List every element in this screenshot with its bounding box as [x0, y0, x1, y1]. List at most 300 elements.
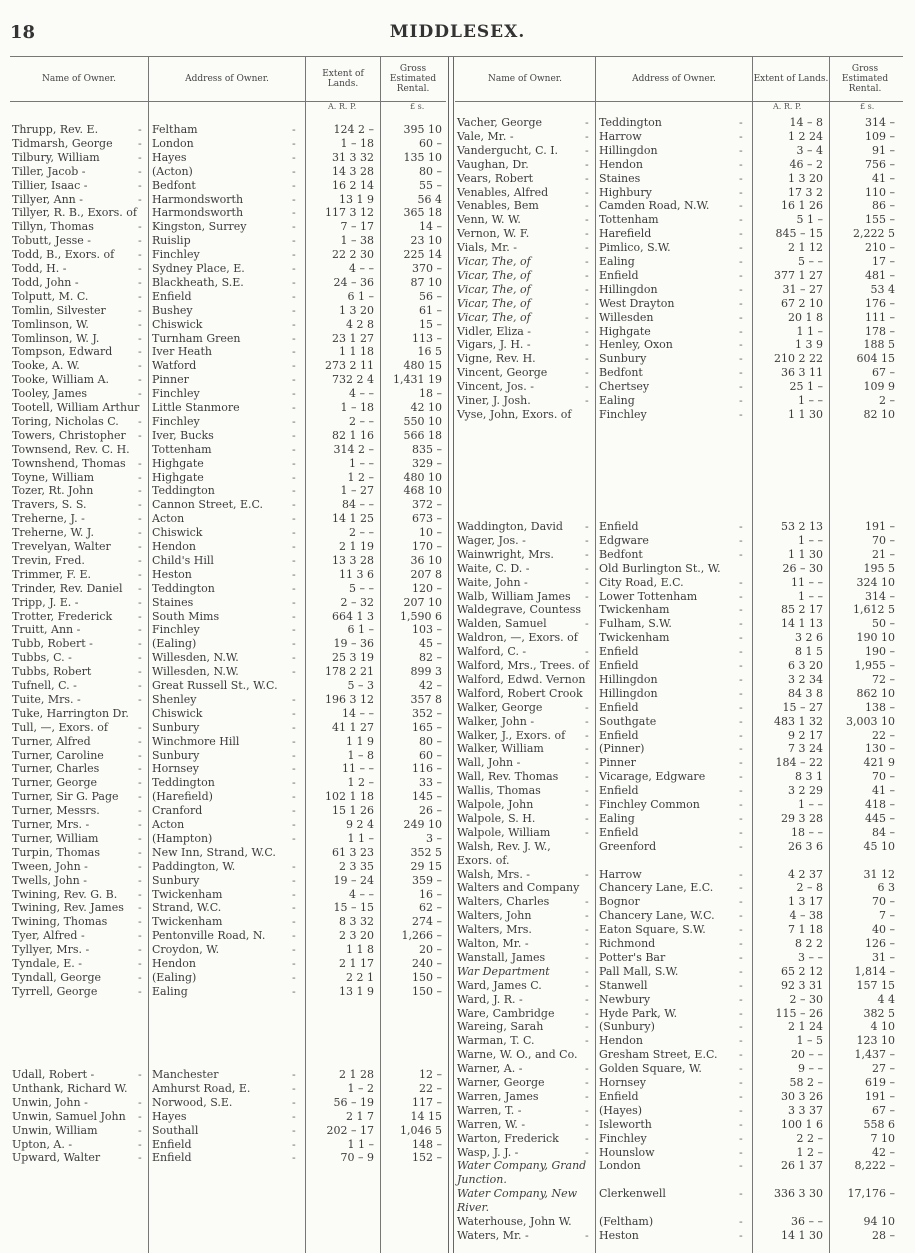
rental-value: 70 – [872, 895, 895, 909]
dash: - [292, 331, 296, 345]
dash: - [138, 623, 142, 637]
dash: - [138, 845, 142, 859]
dash: - [585, 352, 589, 366]
extent-value: 58 2 – [789, 1076, 823, 1089]
owner-name: Warne, W. O., and Co. [457, 1048, 578, 1062]
owner-address: Sydney Place, E. [152, 262, 245, 275]
owner-name: Walpole, John [457, 798, 534, 811]
dash: - [138, 567, 142, 581]
owner-name: Walpole, S. H. [457, 811, 536, 825]
extent-value: 1 2 24 [788, 129, 823, 143]
table-row [455, 701, 903, 715]
dash: - [585, 143, 589, 157]
extent-value: 19 – 36 [333, 637, 374, 651]
extent-value: 25 1 – [789, 380, 823, 394]
rental-value: 1,590 6 [400, 609, 442, 623]
extent-value: 11 – – [342, 762, 374, 776]
dash: - [292, 484, 296, 498]
owner-name: Tomlinson, W. [12, 317, 89, 331]
dash: - [292, 442, 296, 456]
owner-address: Turnham Green [152, 331, 241, 345]
dash: - [585, 784, 589, 798]
rental-value: 10 – [419, 526, 442, 540]
dash: - [138, 581, 142, 595]
table-row [455, 756, 903, 770]
dash: - [292, 164, 296, 178]
extent-value: 1 1 30 [788, 407, 823, 421]
owner-address: Enfield [599, 659, 639, 672]
dash: - [585, 909, 589, 923]
left-table [10, 57, 446, 1165]
owner-name: Junction. [457, 1173, 507, 1187]
rental-value: 27 – [872, 1062, 895, 1076]
table-row [10, 512, 446, 526]
table-row [10, 457, 446, 471]
dash: - [739, 352, 743, 366]
dash: - [138, 609, 142, 623]
dash: - [739, 672, 743, 686]
owner-address: Potter's Bar [599, 950, 666, 964]
owner-address: Henley, Oxon [599, 338, 673, 352]
rental-value: 619 – [865, 1076, 895, 1089]
rental-value: 23 10 [410, 234, 442, 248]
dash: - [138, 720, 142, 734]
owner-name: Trinder, Rev. Daniel [12, 581, 123, 595]
extent-value: 18 – – [791, 825, 823, 839]
dash: - [292, 373, 296, 387]
owner-name: Turpin, Thomas [12, 845, 100, 859]
dash: - [292, 248, 296, 262]
rental-value: 445 – [865, 811, 895, 825]
owner-address: Enfield [599, 784, 639, 798]
table-row [455, 798, 903, 812]
extent-value: 4 – 38 [789, 909, 823, 923]
owner-name: Waite, C. D. - [457, 561, 530, 575]
table-row [455, 826, 903, 840]
extent-value: 5 – – [798, 255, 823, 268]
extent-value: 26 1 37 [781, 1159, 823, 1173]
owner-name: Tyrrell, George [12, 984, 98, 998]
rental-value: 135 10 [403, 150, 442, 164]
extent-value: 84 3 8 [788, 686, 823, 700]
owner-address: Harrow [599, 867, 642, 881]
owner-name: Tyndale, E. - [12, 957, 82, 970]
owner-address: Finchley [599, 1131, 647, 1145]
owner-address: Norwood, S.E. [152, 1095, 233, 1109]
extent-value: 25 3 19 [332, 651, 374, 665]
dash: - [739, 825, 743, 839]
dash: - [292, 1151, 296, 1165]
owner-address: Hornsey [599, 1076, 646, 1089]
owner-address: Teddington [152, 776, 215, 790]
table-row [455, 213, 903, 227]
rental-value: 178 – [865, 324, 895, 338]
extent-value: 56 – 19 [333, 1095, 374, 1109]
owner-name: Walden, Samuel [457, 617, 547, 631]
owner-address: Ealing [152, 984, 188, 998]
dash: - [292, 887, 296, 901]
extent-value: 14 1 13 [781, 617, 823, 631]
extent-value: 1 – 5 [796, 1034, 823, 1048]
rental-value: 123 10 [856, 1034, 895, 1048]
table-row [455, 937, 903, 951]
rental-value: 899 3 [410, 665, 442, 679]
table-row [455, 617, 903, 631]
dash: - [292, 387, 296, 401]
owner-name: Townsend, Rev. C. H. [12, 442, 130, 456]
table-row [10, 1082, 446, 1096]
dash: - [739, 839, 743, 853]
rental-value: 21 – [872, 547, 895, 561]
dash: - [138, 498, 142, 512]
extent-value: 13 1 9 [339, 984, 374, 998]
owner-name: Vincent, George [457, 366, 548, 380]
dash: - [292, 401, 296, 414]
owner-name: Vigars, J. H. - [457, 338, 531, 352]
dash: - [292, 929, 296, 943]
table-row [455, 965, 903, 979]
rental-value: 17 – [872, 255, 895, 268]
dash: - [292, 275, 296, 289]
dash: - [739, 909, 743, 923]
extent-value: 1 1 – [347, 831, 374, 845]
owner-name: Tobutt, Jesse - [12, 234, 91, 248]
dash: - [585, 895, 589, 909]
owner-address: Gresham Street, E.C. [599, 1048, 718, 1062]
dash: - [138, 818, 142, 831]
dash: - [585, 700, 589, 714]
table-row [455, 1062, 903, 1076]
extent-value: 23 1 27 [332, 331, 374, 345]
extent-value: 1 2 – [347, 470, 374, 484]
rental-value: 45 10 [863, 839, 895, 853]
rental-value: 190 – [865, 645, 895, 659]
dash: - [292, 178, 296, 192]
extent-value: 8 1 5 [795, 645, 823, 659]
owner-name: Wasp, J. J. - [457, 1145, 519, 1159]
owner-name: Tootell, William Arthur [12, 401, 140, 414]
owner-address: Enfield [599, 645, 639, 659]
rental-value: 1,955 – [854, 659, 895, 672]
owner-name: Wanstall, James [457, 950, 546, 964]
rental-value: 195 5 [863, 561, 895, 575]
owner-name: Trevelyan, Walter [12, 540, 111, 553]
dash: - [292, 581, 296, 595]
dash: - [585, 937, 589, 950]
dash: - [739, 227, 743, 241]
owner-name: Tillyer, Ann - [12, 192, 83, 206]
extent-value: 124 2 – [333, 123, 374, 136]
owner-name: Tillier, Isaac - [12, 178, 88, 192]
rental-value: 22 – [872, 728, 895, 742]
owner-name: Tull, —, Exors. of [12, 720, 108, 734]
dash: - [585, 923, 589, 937]
dash: - [739, 282, 743, 296]
extent-value: 20 – – [791, 1048, 823, 1062]
table-row [455, 715, 903, 729]
dash: - [138, 957, 142, 970]
table-row [10, 762, 446, 776]
rental-value: 14 – [419, 220, 442, 234]
owner-name: Waldegrave, Countess [457, 603, 581, 617]
header-extent: Extent of Lands. [322, 69, 364, 89]
owner-address: (Ealing) [152, 970, 197, 984]
extent-value: 102 1 18 [325, 790, 374, 804]
table-row [455, 645, 903, 659]
table-row [10, 401, 446, 415]
rental-value: 17,176 – [847, 1187, 895, 1201]
extent-value: 2 2 1 [346, 970, 374, 984]
rental-value: 60 – [419, 136, 442, 150]
table-row [455, 1034, 903, 1048]
extent-value: 1 – 27 [340, 484, 374, 498]
dash: - [739, 1089, 743, 1103]
owner-address: Chancery Lane, W.C. [599, 909, 715, 923]
rental-value: 16 – [419, 887, 442, 901]
extent-value: 65 2 12 [781, 964, 823, 978]
owner-name: Ward, J. R. - [457, 992, 523, 1006]
owner-name: Toyne, William [12, 470, 95, 484]
table-row [455, 520, 903, 534]
dash: - [739, 617, 743, 631]
extent-value: 29 3 28 [781, 811, 823, 825]
table-row [10, 1138, 446, 1152]
owner-address: Finchley [152, 248, 200, 262]
rental-value: 324 10 [856, 575, 895, 589]
owner-address: Teddington [152, 484, 215, 498]
dash: - [138, 150, 142, 164]
dash: - [292, 540, 296, 553]
owner-name: Wager, Jos. - [457, 533, 526, 547]
table-row [455, 993, 903, 1007]
dash: - [138, 1109, 142, 1123]
table-row [10, 860, 446, 874]
table-row [455, 812, 903, 826]
dash: - [739, 895, 743, 909]
table-row [10, 193, 446, 207]
table-row [10, 707, 446, 721]
owner-name: Walters, Charles [457, 895, 550, 909]
dash: - [739, 770, 743, 784]
extent-value: 2 – 32 [340, 595, 374, 609]
dash: - [138, 331, 142, 345]
owner-name: Vidler, Eliza - [457, 324, 532, 338]
owner-name: Tomlin, Silvester [12, 303, 106, 317]
dash: - [739, 533, 743, 547]
dash: - [138, 776, 142, 790]
rental-value: 165 – [412, 720, 442, 734]
rental-value: 1,814 – [854, 964, 895, 978]
rental-value: 240 – [412, 957, 442, 970]
dash: - [585, 241, 589, 255]
extent-value: 2 1 28 [339, 1068, 374, 1081]
dash: - [292, 359, 296, 373]
dash: - [739, 603, 743, 617]
owner-address: Hounslow [599, 1145, 655, 1159]
dash: - [585, 1034, 589, 1048]
rental-value: 33 – [419, 776, 442, 790]
rental-value: 152 – [412, 1151, 442, 1165]
rental-value: 84 – [872, 825, 895, 839]
dash: - [585, 798, 589, 811]
table-row [10, 318, 446, 332]
column-divider [448, 57, 454, 1253]
owner-address: Greenford [599, 839, 657, 853]
owner-name: Water Company, New [457, 1187, 578, 1201]
rental-value: 207 8 [410, 567, 442, 581]
owner-address: Sunbury [152, 873, 200, 887]
table-row [10, 248, 446, 262]
extent-value: 4 2 37 [788, 867, 823, 881]
dash: - [292, 762, 296, 776]
rental-value: 372 – [412, 498, 442, 512]
rental-value: 31 12 [863, 867, 895, 881]
extent-value: 26 – 30 [782, 561, 823, 575]
owner-address: (Feltham) [599, 1215, 654, 1228]
table-row [10, 471, 446, 485]
rental-value: 12 – [419, 1068, 442, 1081]
owner-address: Pentonville Road, N. [152, 929, 266, 943]
dash: - [292, 595, 296, 609]
owner-address: Ealing [599, 811, 635, 825]
table-row [455, 269, 903, 283]
dash: - [585, 742, 589, 756]
dash: - [585, 978, 589, 992]
dash: - [292, 623, 296, 637]
table-row [10, 971, 446, 985]
extent-value: 4 – – [349, 262, 374, 275]
dash: - [585, 157, 589, 171]
extent-value: 664 1 3 [332, 609, 374, 623]
table-row [10, 790, 446, 804]
page-number: 18 [10, 22, 36, 43]
owner-address: Little Stanmore [152, 401, 240, 414]
dash: - [739, 659, 743, 672]
owner-name: Tubbs, C. - [12, 651, 72, 665]
rental-value: 16 5 [417, 345, 442, 359]
dash: - [739, 811, 743, 825]
extent-value: 2 2 – [796, 1131, 823, 1145]
owner-name: Walters and Company [457, 881, 580, 895]
owner-address: Enfield [599, 728, 639, 742]
table-row [10, 359, 446, 373]
extent-value: 92 3 31 [781, 978, 823, 992]
owner-address: Strand, W.C. [152, 901, 222, 915]
rental-value: 421 9 [863, 756, 895, 770]
table-row [10, 582, 446, 596]
owner-address: Finchley [599, 407, 647, 421]
table-row [455, 1173, 903, 1187]
rental-value: 155 – [865, 213, 895, 227]
extent-value: 5 – 3 [347, 679, 374, 692]
owner-address: Enfield [152, 1137, 192, 1151]
table-row [10, 165, 446, 179]
owner-address: Amhurst Road, E. [152, 1081, 251, 1095]
extent-value: 84 – – [342, 498, 374, 512]
dash: - [138, 1123, 142, 1137]
owner-name: Tomlinson, W. J. [12, 331, 100, 345]
owner-name: Wall, Rev. Thomas [457, 770, 559, 784]
owner-name: Wainwright, Mrs. [457, 547, 554, 561]
owner-name: Trimmer, F. E. [12, 567, 91, 581]
rental-value: 42 10 [410, 401, 442, 414]
table-row [455, 227, 903, 241]
owner-address: Eaton Square, S.W. [599, 923, 706, 937]
table-row [10, 290, 446, 304]
owner-name: Todd, B., Exors. of [12, 248, 115, 262]
rental-value: 61 – [419, 303, 442, 317]
extent-value: 31 – 27 [782, 282, 823, 296]
owner-name: Vears, Robert [457, 171, 534, 185]
extent-value: 14 3 28 [332, 164, 374, 178]
table-row [455, 1229, 903, 1243]
rental-value: 87 10 [410, 275, 442, 289]
owner-address: Golden Square, W. [599, 1062, 702, 1076]
owner-name: Walb, William James [457, 589, 571, 603]
owner-address: (Ealing) [152, 637, 197, 651]
dash: - [585, 1006, 589, 1020]
table-row [10, 901, 446, 915]
dash: - [138, 1151, 142, 1165]
dash: - [138, 929, 142, 943]
dash: - [292, 943, 296, 957]
table-row [10, 137, 446, 151]
rental-value: 150 – [412, 984, 442, 998]
dash: - [739, 366, 743, 380]
rental-value: 109 9 [863, 380, 895, 394]
owner-name: Tillyn, Thomas [12, 220, 94, 234]
table-row [455, 729, 903, 743]
owner-address: Harmondsworth [152, 206, 244, 220]
owner-name: Walford, C. - [457, 645, 527, 659]
extent-value: 15 – 27 [782, 700, 823, 714]
rental-value: 191 – [865, 520, 895, 533]
owner-name: Turner, Caroline [12, 748, 104, 762]
dash: - [292, 609, 296, 623]
dash: - [585, 1131, 589, 1145]
rental-value: 1,431 19 [393, 373, 442, 387]
header-name: Name of Owner. [488, 74, 562, 84]
rental-value: 365 18 [403, 206, 442, 220]
table-row [455, 562, 903, 576]
table-row [10, 498, 446, 512]
owner-address: Sunbury [599, 352, 647, 366]
dash: - [138, 790, 142, 804]
rental-value: 1,046 5 [400, 1123, 442, 1137]
extent-value: 100 1 6 [781, 1117, 823, 1131]
dash: - [138, 901, 142, 915]
extent-value: 8 3 32 [339, 915, 374, 929]
table-row [10, 220, 446, 234]
extent-value: 1 3 9 [795, 338, 823, 352]
owner-address: Hayes [152, 150, 187, 164]
table-row [455, 576, 903, 590]
owner-name: Vials, Mr. - [457, 241, 518, 255]
extent-value: 6 1 – [347, 289, 374, 303]
dash: - [138, 164, 142, 178]
dash: - [292, 970, 296, 984]
owner-name: Twining, Rev. G. B. [12, 887, 118, 901]
dash: - [739, 867, 743, 881]
extent-value: 2 3 35 [339, 859, 374, 873]
page-title: MIDDLESEX. [389, 22, 526, 42]
dash: - [585, 116, 589, 129]
owner-name: Wallis, Thomas [457, 784, 541, 798]
dash: - [739, 714, 743, 728]
owner-address: Ruislip [152, 234, 191, 248]
right-table-header [455, 57, 903, 102]
table-row [10, 1110, 446, 1124]
